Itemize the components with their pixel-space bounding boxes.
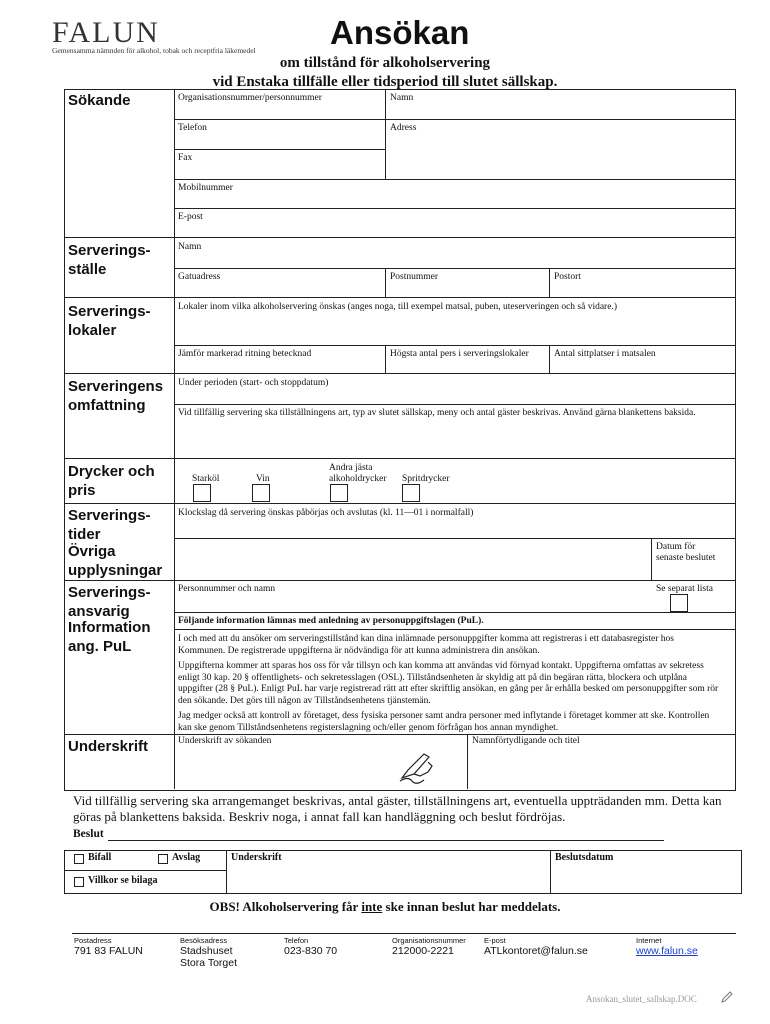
page-subtitle-1: om tillstånd för alkoholservering — [279, 55, 491, 71]
andra-label: Andra jästa alkoholdrycker — [329, 463, 387, 484]
section-ovriga: Övriga upplysningar — [68, 543, 163, 579]
lokaler-label: Lokaler inom vilka alkoholservering önskas (anges noga, till exempel matsal, puben, uteserveringen och så vidare.) — [178, 302, 617, 312]
datum-label: Datum för senaste beslutet — [656, 542, 716, 563]
footer-besok-label: Besöksadress — [180, 936, 228, 945]
vin-label: Vin — [256, 474, 270, 484]
klockslag-label: Klockslag då servering önskas påbörjas och avslutas (kl. 11—01 i normalfall) — [178, 508, 474, 518]
tillfallig-label: Vid tillfällig servering ska tillställningens art, typ av slutet sällskap, meny och antal gäster beskrivas. Använd gärna blankettens baksida. — [178, 408, 696, 418]
beslutsdatum-label: Beslutsdatum — [555, 852, 614, 863]
starkol-checkbox[interactable] — [193, 484, 211, 502]
avslag-checkbox[interactable] — [158, 854, 168, 864]
section-sokande: Sökande — [68, 92, 131, 109]
hogsta-label: Högsta antal pers i serveringslokaler — [390, 349, 529, 359]
pul-paragraph-3: Jag medger också att kontroll av företaget, dess fysiska personer samt andra personer med inflytande i företaget kommer att ske. Kontrollen kan ske genom Tillståndsenhetens registerslagning och/eller genom förfrågan hos annan myndighet. — [178, 711, 710, 733]
adress-label: Adress — [390, 123, 417, 133]
stalle-namn-label: Namn — [178, 242, 202, 252]
underskrift-sokande-label: Underskrift av sökanden — [178, 736, 272, 746]
section-serveringsstalle: Serverings- ställe — [68, 242, 151, 278]
mobil-label: Mobilnummer — [178, 183, 233, 193]
section-underskrift: Underskrift — [68, 738, 149, 755]
vin-checkbox[interactable] — [252, 484, 270, 502]
beslut-underskrift-label: Underskrift — [231, 852, 282, 863]
pul-paragraph-1: I och med att du ansöker om serveringstillstånd kan dina inlämnade personuppgifter komma att registreras i ett databasregister hos Kommunen. De registrerade uppgifterna är nödvändiga för att kunna administrera din ansökan. — [178, 634, 674, 656]
avslag-label: Avslag — [172, 852, 201, 863]
obs-notice: OBS! Alkoholservering får inte ske innan beslut har meddelats. — [209, 899, 561, 914]
bifall-checkbox[interactable] — [74, 854, 84, 864]
postnummer-label: Postnummer — [390, 272, 439, 282]
sittplatser-label: Antal sittplatser i matsalen — [554, 349, 656, 359]
section-serveringslokaler: Serverings- lokaler — [68, 303, 151, 339]
logo-subtitle: Gemensamma nämnden för alkohol, tobak och receptfria läkemedel — [52, 46, 256, 55]
footer-epost: ATLkontoret@falun.se — [484, 945, 588, 957]
namn-label: Namn — [390, 93, 414, 103]
footer-besok: Stadshuset Stora Torget — [180, 945, 238, 969]
pencil-icon — [720, 990, 734, 1004]
footer-telefon-label: Telefon — [284, 936, 309, 945]
section-omfattning: Serveringens omfattning — [68, 378, 164, 414]
footer-internet-link[interactable]: www.falun.se — [636, 945, 698, 957]
footer-org: 212000-2221 — [392, 945, 454, 957]
section-tider: Serverings- tider — [68, 507, 151, 543]
orgnr-label: Organisationsnummer/personnummer — [178, 93, 322, 103]
perioden-label: Under perioden (start- och stoppdatum) — [178, 378, 329, 388]
page-subtitle-2: vid Enstaka tillfälle eller tidsperiod till slutet sällskap. — [212, 74, 558, 90]
footer-internet-label: Internet — [636, 936, 662, 945]
section-ansvarig: Serverings- ansvarig — [68, 584, 151, 620]
namnfortydligande-label: Namnförtydligande och titel — [472, 736, 580, 746]
footer-postadress: 791 83 FALUN — [74, 945, 143, 957]
pul-heading: Följande information lämnas med anledning av personuppgiftslagen (PuL). — [178, 616, 484, 626]
page-title: Ansökan — [330, 14, 470, 51]
filename-text: Ansokan_slutet_sallskap.DOC — [586, 994, 697, 1004]
telefon-label: Telefon — [178, 123, 207, 133]
starkol-label: Starköl — [192, 474, 220, 484]
instruction-text: Vid tillfällig servering ska arrangemanget beskrivas, antal gäster, tillställningens art, eventuella uppträdanden mm. Detta kan göras på blankettens baksida. Beskriv noga, i annat fall kan handläggning och beslut fördröjas. — [73, 793, 722, 824]
footer-telefon: 023-830 70 — [284, 945, 338, 957]
andra-checkbox[interactable] — [330, 484, 348, 502]
footer-postadress-label: Postadress — [74, 936, 112, 945]
personnummer-label: Personnummer och namn — [178, 584, 276, 594]
postort-label: Postort — [554, 272, 581, 282]
sprit-checkbox[interactable] — [402, 484, 420, 502]
section-information: Information ang. PuL — [68, 619, 151, 655]
section-drycker: Drycker och pris — [68, 463, 155, 499]
villkor-label: Villkor se bilaga — [88, 875, 158, 886]
pul-paragraph-2: Uppgifterna kommer att sparas hos oss för vår tillsyn och kan komma att användas vid förnyad kontakt. Uppgifterna omfattas av sekretess enligt 30 kap. 20 § offentlighets- och sekretesslagen (OSL). Tillståndsenheten är skyldig att på din begäran rätta, blockera och utplåna uppgifter (28 § PuL). Enligt PuL har varje registrerad rätt att efter skriftlig ansökan, en gång per år erhålla besked om personuppgifter som rör den sökande. Det görs till någon av Tillståndsenhetens tjänstemän. — [178, 661, 719, 706]
beslut-label: Beslut — [73, 828, 104, 840]
footer-epost-label: E-post — [484, 936, 506, 945]
villkor-checkbox[interactable] — [74, 877, 84, 887]
sprit-label: Spritdrycker — [402, 474, 450, 484]
footer-org-label: Organisationsnummer — [392, 936, 466, 945]
falun-logo: FALUN — [52, 16, 160, 49]
ritning-label: Jämför markerad ritning betecknad — [178, 349, 312, 359]
epost-label: E-post — [178, 212, 203, 222]
separat-label: Se separat lista — [656, 584, 713, 594]
gatuadress-label: Gatuadress — [178, 272, 221, 282]
fax-label: Fax — [178, 153, 193, 163]
bifall-label: Bifall — [88, 852, 112, 863]
pen-hand-icon — [398, 748, 438, 784]
separat-checkbox[interactable] — [670, 594, 688, 612]
